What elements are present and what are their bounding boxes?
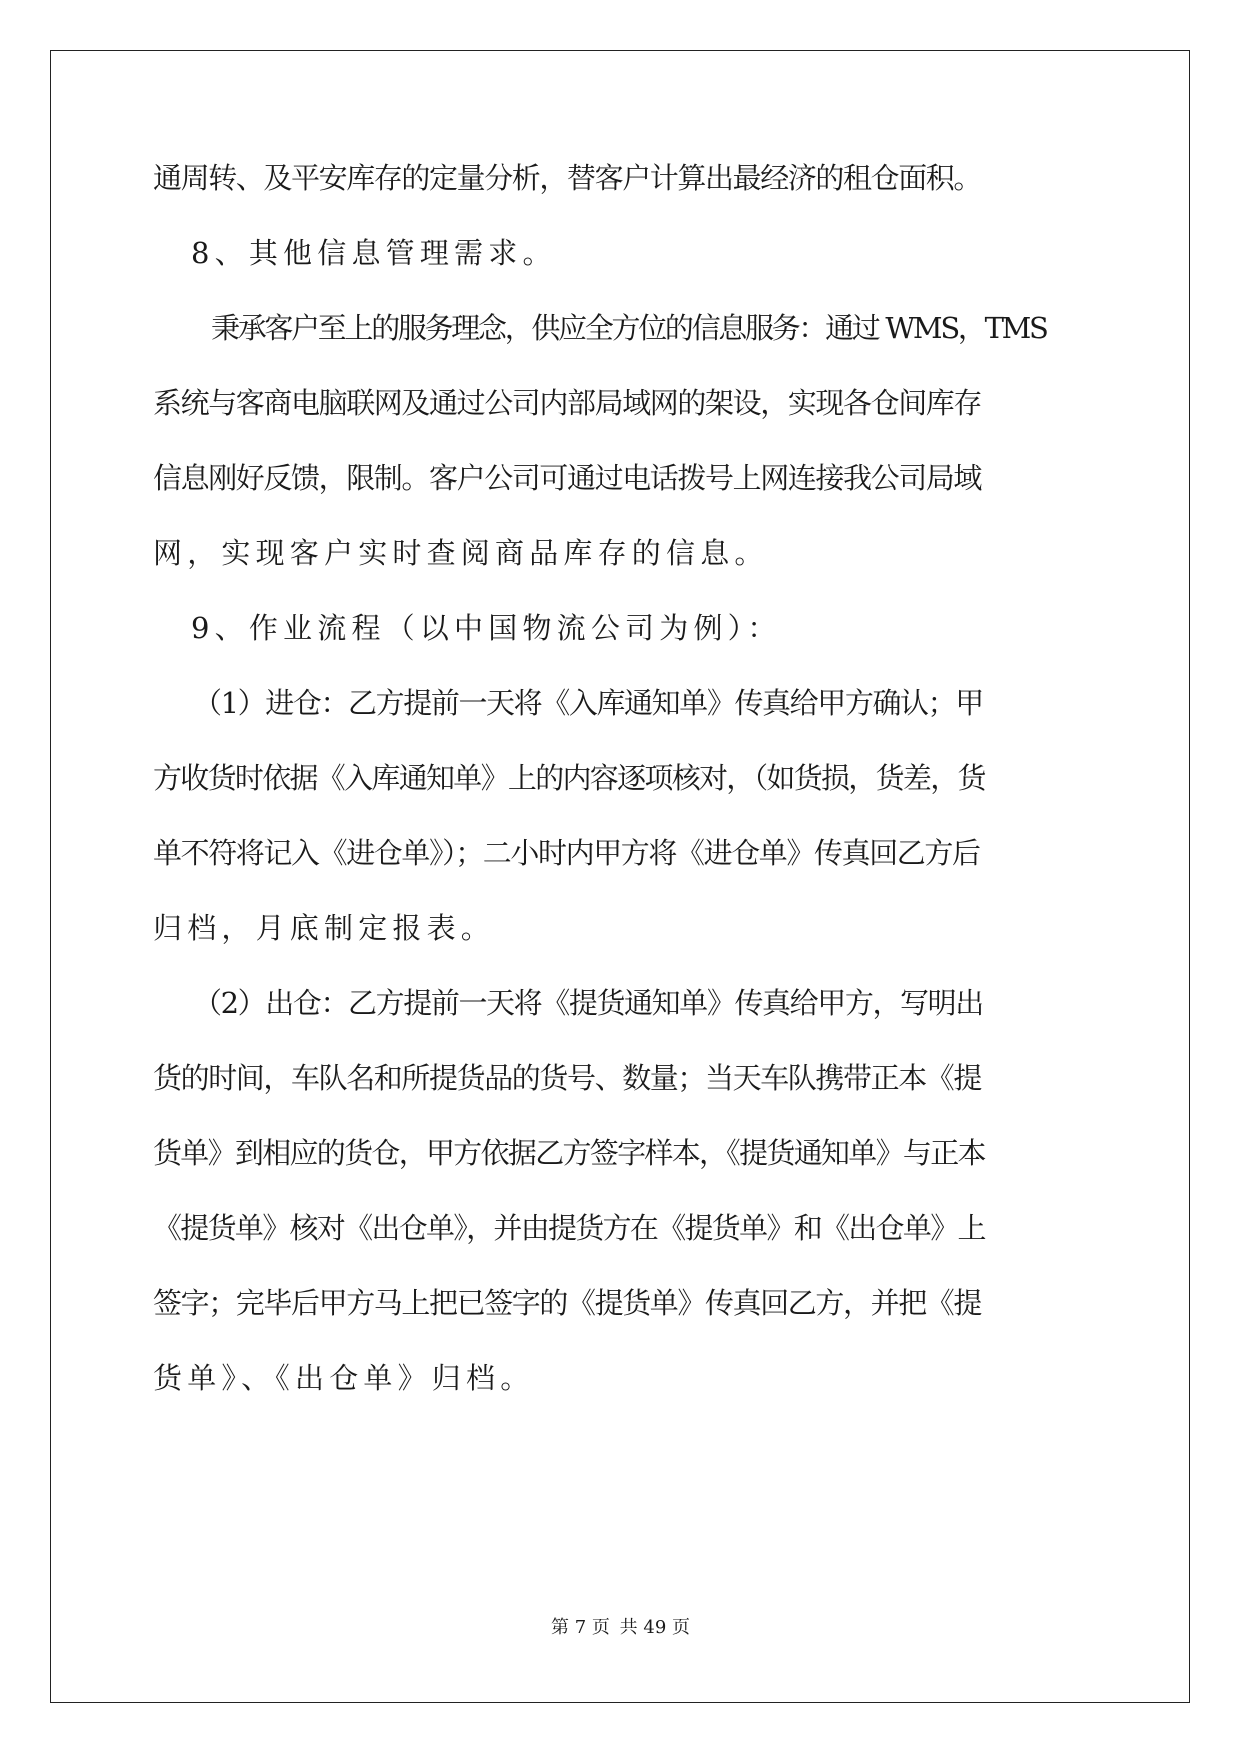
paragraph-line: 《提货单》核对《出仓单》，并由提货方在《提货单》和《出仓单》上 xyxy=(153,1211,985,1245)
paragraph-line: 网，实现客户实时查阅商品库存的信息。 xyxy=(153,536,769,570)
paragraph-line: 归档，月底制定报表。 xyxy=(153,911,496,945)
paragraph-line: 信息刚好反馈，限制。客户公司可通过电话拨号上网连接我公司局域 xyxy=(153,461,982,495)
section-heading: 9、作业流程（以中国物流公司为例）： xyxy=(191,611,782,645)
page-total: 共 49 页 xyxy=(619,1617,690,1638)
paragraph-line: 秉承客户至上的服务理念，供应全方位的信息服务：通过 WMS，TMS xyxy=(211,311,1047,345)
paragraph-line: 货的时间，车队名和所提货品的货号、数量；当天车队携带正本《提 xyxy=(153,1061,982,1095)
page-number: 第 7 页 xyxy=(551,1617,610,1638)
paragraph-line: （2）出仓：乙方提前一天将《提货通知单》传真给甲方，写明出 xyxy=(193,986,983,1020)
paragraph-line: 签字；完毕后甲方马上把已签字的《提货单》传真回乙方，并把《提 xyxy=(153,1286,982,1320)
page-footer xyxy=(0,1613,1241,1639)
paragraph-line: （1）进仓：乙方提前一天将《入库通知单》传真给甲方确认；甲 xyxy=(193,686,983,720)
section-heading: 8、其他信息管理需求。 xyxy=(191,236,557,270)
paragraph-line: 方收货时依据《入库通知单》上的内容逐项核对，（如货损，货差，货 xyxy=(153,761,985,795)
page-border xyxy=(50,50,1190,1703)
paragraph-line: 单不符将记入《进仓单》）；二小时内甲方将《进仓单》传真回乙方后 xyxy=(153,836,980,870)
paragraph-line: 货单》、《出仓单》归档。 xyxy=(153,1361,535,1395)
paragraph-line: 系统与客商电脑联网及通过公司内部局域网的架设，实现各仓间库存 xyxy=(153,386,982,420)
paragraph-line: 货单》到相应的货仓，甲方依据乙方签字样本，《提货通知单》与正本 xyxy=(153,1136,985,1170)
paragraph-line: 通周转、及平安库存的定量分析，替客户计算出最经济的租仓面积。 xyxy=(153,161,982,195)
